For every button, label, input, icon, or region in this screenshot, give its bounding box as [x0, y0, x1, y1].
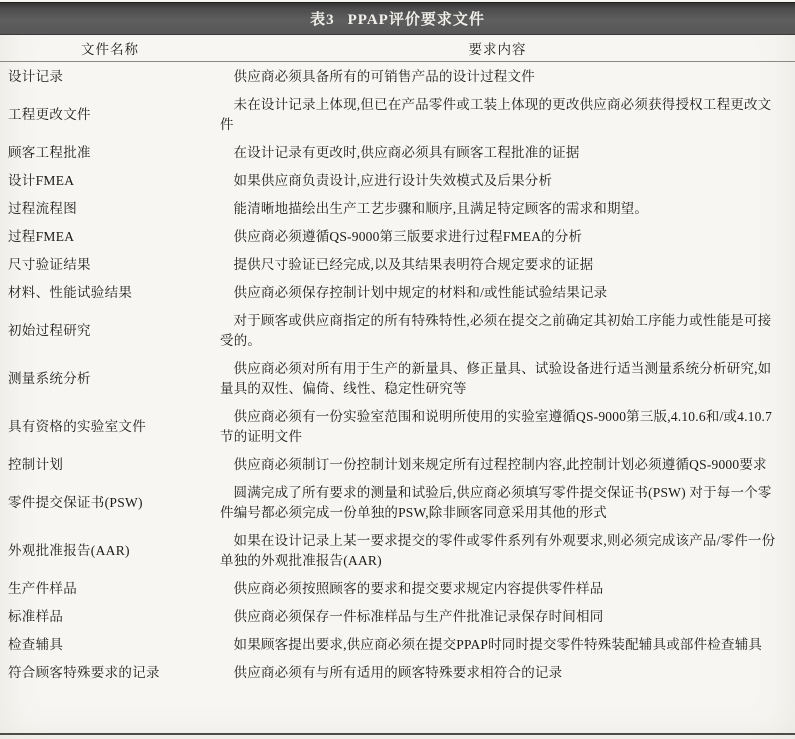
- requirement-cell: 如果顾客提出要求,供应商必须在提交PPAP时同时提交零件特殊装配辅具或部件检查辅具: [233, 637, 763, 652]
- requirement-cell: 供应商必须保存一件标准样品与生产件批准记录保存时间相同: [233, 609, 604, 624]
- table-row: [0, 95, 795, 135]
- requirement-cell: 未在设计记录上体现,但已在产品零件或工装上体现的更改供应商必须获得授权工程更改文件: [220, 97, 772, 132]
- table-row: [0, 199, 795, 219]
- file-name-cell: 顾客工程批准: [8, 145, 91, 160]
- file-name-cell: 零件提交保证书(PSW): [8, 495, 143, 510]
- requirement-cell: 供应商必须有一份实验室范围和说明所使用的实验室遵循QS-9000第三版,4.10.6和/或4.10.7节的证明文件: [220, 409, 773, 444]
- requirement-cell: 提供尺寸验证已经完成,以及其结果表明符合规定要求的证据: [233, 257, 594, 272]
- requirement-cell: 供应商必须遵循QS-9000第三版要求进行过程FMEA的分析: [233, 229, 583, 244]
- table-row: [0, 579, 795, 599]
- table-bottom-rule: [0, 733, 795, 735]
- file-name-cell: 尺寸验证结果: [8, 257, 91, 272]
- file-name-cell: 检查辅具: [8, 637, 64, 652]
- file-name-cell: 外观批准报告(AAR): [8, 543, 130, 558]
- requirement-cell: 供应商必须对所有用于生产的新量具、修正量具、试验设备进行适当测量系统分析研究,如量具的双性、偏倚、线性、稳定性研究等: [220, 361, 772, 396]
- column-header-file-name: 文件名称: [81, 42, 139, 57]
- table-row: [0, 283, 795, 303]
- file-name-cell: 初始过程研究: [8, 323, 91, 338]
- table-row: [0, 359, 795, 399]
- file-name-cell: 工程更改文件: [8, 107, 91, 122]
- requirement-cell: 供应商必须按照顾客的要求和提交要求规定内容提供零件样品: [233, 581, 604, 596]
- table-row: [0, 255, 795, 275]
- file-name-cell: 生产件样品: [8, 581, 77, 596]
- table-row: [0, 171, 795, 191]
- requirement-cell: 供应商必须保存控制计划中规定的材料和/或性能试验结果记录: [233, 285, 608, 300]
- requirement-cell: 圆满完成了所有要求的测量和试验后,供应商必须填写零件提交保证书(PSW) 对于每一个零件编号都必须完成一份单独的PSW,除非顾客同意采用其他的形式: [220, 485, 772, 520]
- table-row: [0, 311, 795, 351]
- requirement-cell: 能清晰地描绘出生产工艺步骤和顺序,且满足特定顾客的需求和期望。: [233, 201, 649, 216]
- table-row: [0, 635, 795, 655]
- requirement-cell: 供应商必须有与所有适用的顾客特殊要求相符合的记录: [233, 665, 563, 680]
- requirement-cell: 如果供应商负责设计,应进行设计失效模式及后果分析: [233, 173, 553, 188]
- file-name-cell: 设计FMEA: [8, 173, 75, 188]
- file-name-cell: 符合顾客特殊要求的记录: [8, 665, 160, 680]
- file-name-cell: 标准样品: [8, 609, 64, 624]
- table-row: [0, 227, 795, 247]
- requirement-cell: 在设计记录有更改时,供应商必须具有顾客工程批准的证据: [233, 145, 580, 160]
- column-header-row: [0, 35, 795, 62]
- table-row: [0, 483, 795, 523]
- table-row: [0, 407, 795, 447]
- file-name-cell: 测量系统分析: [8, 371, 91, 386]
- table-body: [0, 62, 795, 683]
- table-row: [0, 607, 795, 627]
- file-name-cell: 具有资格的实验室文件: [8, 419, 146, 434]
- table-row: [0, 143, 795, 163]
- requirement-cell: 供应商必须具备所有的可销售产品的设计过程文件: [233, 69, 535, 84]
- file-name-cell: 材料、性能试验结果: [8, 285, 133, 300]
- file-name-cell: 控制计划: [8, 457, 64, 472]
- table-row: [0, 531, 795, 571]
- column-header-requirement: 要求内容: [468, 42, 527, 57]
- table-title-bar: [0, 2, 795, 35]
- table-row: [0, 67, 795, 87]
- file-name-cell: 过程FMEA: [8, 229, 75, 244]
- file-name-cell: 过程流程图: [8, 201, 77, 216]
- table-row: [0, 455, 795, 475]
- requirement-cell: 供应商必须制订一份控制计划来规定所有过程控制内容,此控制计划必须遵循QS-9000要求: [233, 457, 767, 472]
- table-row: [0, 663, 795, 683]
- table-number: 表3: [310, 12, 335, 28]
- document-page: [0, 2, 795, 739]
- table-title: PPAP评价要求文件: [347, 12, 485, 28]
- file-name-cell: 设计记录: [8, 69, 64, 84]
- requirement-cell: 如果在设计记录上某一要求提交的零件或零件系列有外观要求,则必须完成该产品/零件一份单独的外观批准报告(AAR): [220, 533, 776, 568]
- requirement-cell: 对于顾客或供应商指定的所有特殊特性,必须在提交之前确定其初始工序能力或性能是可接受的。: [220, 313, 772, 348]
